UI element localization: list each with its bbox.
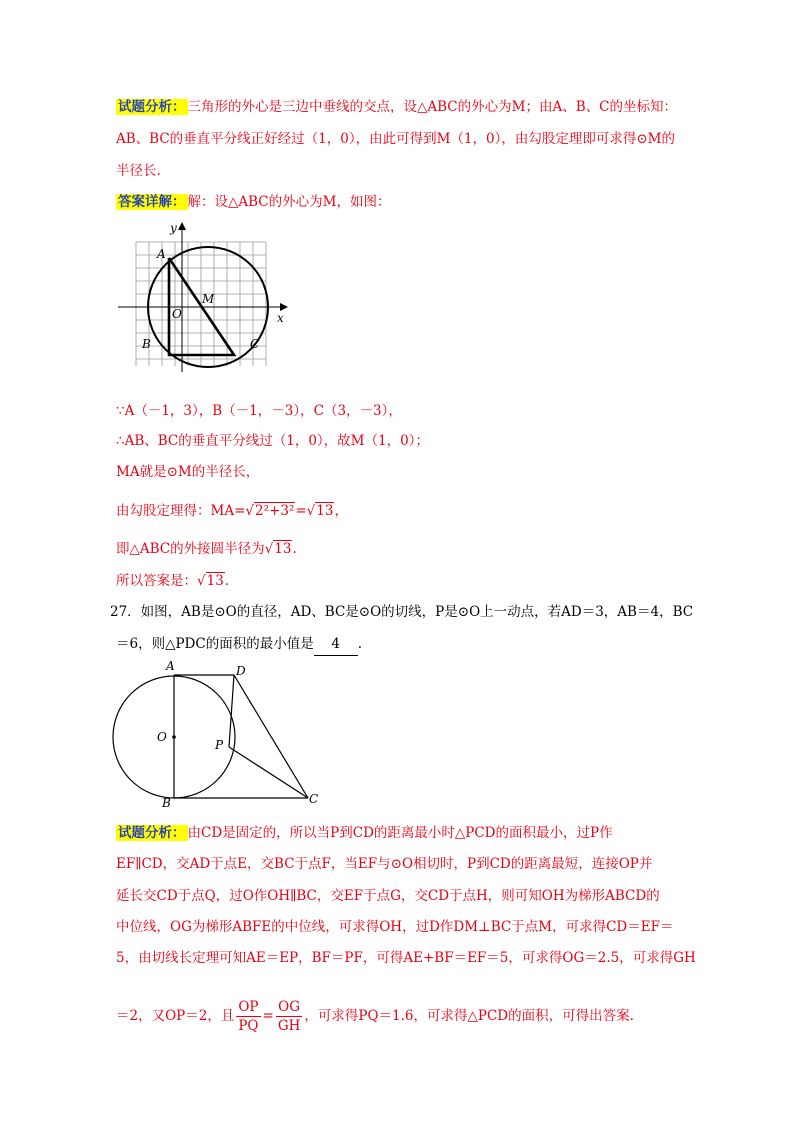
solution-line-6	[116, 570, 229, 592]
analysis-line-2: AB、BC的垂直平分线正好经过（1，0），由此可得到M（1，0），由勾股定理即可求得⊙M的	[116, 131, 675, 147]
radius-prefix: 即△ABC的外接圆半径为	[116, 541, 265, 557]
sqrt-sign: √	[245, 503, 254, 519]
question-27-line-2	[116, 633, 362, 656]
fraction-denominator: GH	[277, 1018, 301, 1034]
label-y: y	[170, 221, 177, 235]
line-end: .	[292, 541, 297, 557]
line6-end: ，可求得PQ＝1.6，可求得△PCD的面积，可得出答案.	[304, 1008, 634, 1024]
segment-dc	[234, 675, 308, 798]
line-end: ，	[334, 503, 348, 519]
label-a: A	[166, 659, 175, 673]
answer-value: 13	[206, 573, 224, 589]
label-a: A	[157, 247, 166, 261]
analysis-line-1	[116, 96, 677, 118]
analysis-text: 三角形的外心是三边中垂线的交点，设△ABC的外心为M；由A、B、C的坐标知：	[187, 99, 677, 115]
answer-prefix: 所以答案是：	[116, 573, 197, 589]
sqrt-radicand: 2²+3²	[255, 503, 295, 519]
solution-line-3: MA就是⊙M的半径长，	[116, 464, 260, 480]
label-c: C	[250, 337, 260, 351]
fraction-numerator: OP	[238, 999, 259, 1015]
answer-line-1	[116, 191, 390, 213]
analysis-line-3: 半径长.	[116, 163, 161, 179]
question-27-line-1: 27．如图，AB是⊙O的直径，AD、BC是⊙O的切线，P是⊙O上一动点，若AD＝3，AB＝4，BC	[110, 604, 694, 620]
analysis2-tag: 试题分析：	[118, 825, 186, 841]
label-b: B	[142, 337, 151, 351]
label-x: x	[277, 311, 284, 325]
sqrt-sign-3: √	[264, 541, 274, 557]
question-27-prefix: ＝6，则△PDC的面积的最小值是	[116, 636, 314, 652]
fraction-og-gh	[276, 998, 303, 1035]
analysis2-line-5: 5，由切线长定理可知AE＝EP，BF＝PF，可得AE+BF＝EF＝5，可求得OG＝2.5，可求得GH	[116, 950, 696, 966]
sqrt-sign-4: √	[197, 573, 206, 589]
analysis2-line-6	[116, 997, 634, 1035]
label-c: C	[309, 792, 319, 806]
sqrt-sign-2: √	[306, 503, 316, 519]
analysis2-line-1	[116, 822, 613, 844]
sqrt-value: 13	[316, 503, 334, 519]
pythagoras-prefix: 由勾股定理得：MA=	[116, 503, 246, 519]
solution-line-1: ∵A（－1，3），B（－1，－3），C（3，－3），	[116, 403, 402, 419]
fraction-equals: =	[262, 1008, 274, 1024]
segment-pc	[229, 747, 308, 798]
line-end: .	[224, 573, 230, 589]
label-o: O	[157, 730, 167, 744]
fraction-numerator: OG	[276, 998, 303, 1017]
label-b: B	[162, 796, 171, 810]
answer-tag: 答案详解：	[118, 194, 186, 210]
analysis2-text: 由CD是固定的，所以当P到CD的距离最小时△PCD的面积最小，过P作	[187, 825, 613, 841]
answer-text: 解：设△ABC的外心为M，如图：	[187, 194, 391, 210]
fraction-op-pq	[236, 998, 260, 1035]
solution-line-4	[116, 500, 348, 522]
solution-line-2: ∴AB、BC的垂直平分线过（1，0），故M（1，0）；	[116, 433, 429, 449]
y-axis-arrow	[178, 222, 186, 230]
answer-blank: 4	[314, 633, 358, 656]
label-p: P	[215, 738, 224, 752]
figure-2-circle-trapezoid	[100, 655, 330, 810]
x-axis-arrow	[280, 303, 288, 311]
analysis2-line-2: EF∥CD，交AD于点E，交BC于点F，当EF与⊙O相切时，P到CD的距离最短，连接OP并	[116, 856, 653, 872]
line6-prefix: ＝2，又OP＝2，且	[116, 1008, 235, 1024]
radius-value: 13	[274, 541, 292, 557]
figure-1-grid-circle	[110, 214, 300, 374]
analysis2-line-3: 延长交CD于点Q，过O作OH∥BC，交EF于点G，交CD于点H，则可知OH为梯形ABCD的	[116, 888, 660, 904]
solution-line-5	[116, 538, 297, 560]
equals-sign: =	[295, 503, 307, 519]
label-m: M	[202, 292, 215, 306]
center-point	[172, 735, 176, 739]
label-d: D	[236, 664, 246, 678]
label-o: O	[172, 307, 182, 321]
analysis-tag: 试题分析：	[118, 99, 186, 115]
analysis2-line-4: 中位线，OG为梯形ABFE的中位线，可求得OH，过D作DM⊥BC于点M，可求得CD＝EF＝	[116, 919, 674, 935]
question-27-end: .	[357, 636, 363, 652]
fraction-denominator: PQ	[238, 1018, 259, 1034]
